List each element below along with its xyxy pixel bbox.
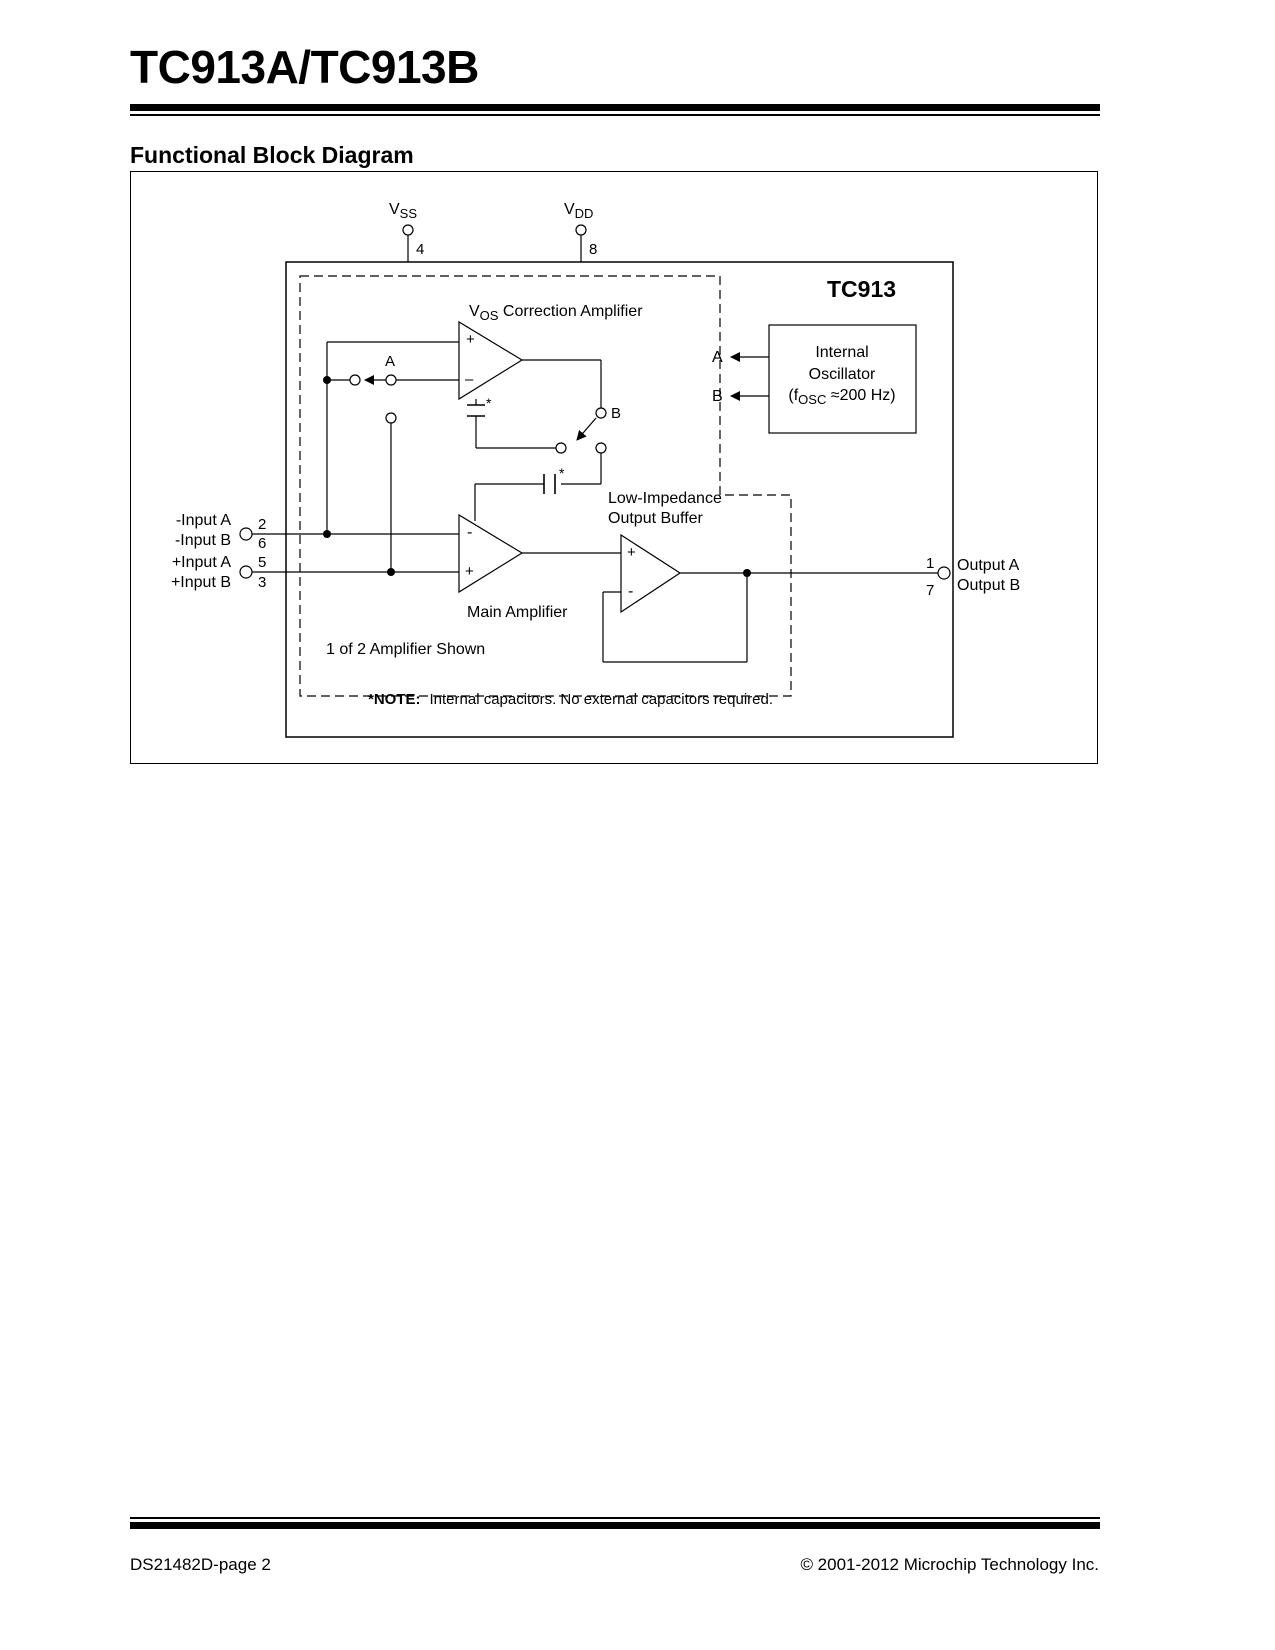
block-diagram-figure: [130, 171, 1098, 764]
correction-capacitor-note-mark: *: [559, 465, 565, 481]
switch-a-label: A: [385, 353, 396, 370]
oscillator-a-label: A: [712, 349, 723, 366]
footer-copyright: © 2001-2012 Microchip Technology Inc.: [800, 1555, 1099, 1574]
oscillator-line-2: Oscillator: [808, 366, 876, 383]
buffer-label-line-2: Output Buffer: [608, 510, 703, 527]
vos-minus-sign: –: [465, 371, 474, 388]
output-pin-number: 7: [926, 582, 935, 599]
vdd-pin-number: 8: [589, 241, 598, 258]
vss-pin: [389, 201, 424, 262]
header-rule-thick: [130, 104, 1100, 111]
input-label: -Input A: [175, 512, 231, 529]
input-pin-number: 5: [258, 554, 267, 571]
block-diagram-svg: [131, 172, 1097, 763]
output-label: Output A: [957, 557, 1020, 574]
negative-input-pin: [240, 528, 252, 540]
buffer-plus-sign: +: [627, 544, 636, 561]
output-pin-number: 1: [926, 555, 935, 572]
input-label: +Input A: [171, 554, 231, 571]
buffer-minus-sign: -: [628, 583, 634, 600]
footer-rule-thick: [130, 1522, 1100, 1529]
footer-page-number: DS21482D-page 2: [130, 1555, 271, 1574]
main-amp-minus-sign: -: [467, 524, 473, 541]
vos-amplifier-label: $V_{OS}$ Correction Amplifier: [469, 303, 643, 323]
main-amp-plus-sign: +: [465, 563, 474, 580]
vdd-pin: [564, 201, 597, 262]
input-label: +Input B: [170, 574, 231, 591]
junction-node: [387, 568, 395, 576]
junction-node: [323, 530, 331, 538]
oscillator-line-3: ($f_{OSC} \approx 200$ Hz): [788, 387, 896, 407]
vss-label: $V_{SS}$: [389, 201, 418, 221]
main-amplifier-label: Main Amplifier: [467, 604, 568, 621]
chip-label: TC913: [827, 276, 897, 302]
header-rule-thin: [130, 114, 1100, 116]
amplifier-boundary-dashed: [300, 276, 791, 696]
input-pin-number: 2: [258, 516, 267, 533]
oscillator-line-1: Internal: [815, 344, 869, 361]
capacitor-note: *NOTE: Internal capacitors. No external capacitors required.: [368, 691, 774, 708]
positive-input-pin: [240, 566, 252, 578]
vos-plus-sign: +: [466, 331, 475, 348]
output-label: Output B: [957, 577, 1021, 594]
document-title: TC913A/TC913B: [130, 41, 479, 93]
oscillator-b-label: B: [712, 388, 723, 405]
output-pin: [938, 567, 950, 579]
buffer-label-line-1: Low-Impedance: [608, 490, 722, 507]
hold-capacitor-note-mark: *: [486, 395, 492, 411]
input-pin-number: 6: [258, 535, 267, 552]
footer-rule-thin: [130, 1517, 1100, 1519]
input-label: -Input B: [174, 532, 231, 549]
vss-pin-number: 4: [416, 241, 425, 258]
switch-b-label: B: [611, 405, 622, 422]
amplifier-shown-caption: 1 of 2 Amplifier Shown: [326, 641, 486, 658]
vdd-label: $V_{DD}$: [564, 201, 594, 221]
input-pin-number: 3: [258, 574, 267, 591]
section-title: Functional Block Diagram: [130, 142, 414, 168]
